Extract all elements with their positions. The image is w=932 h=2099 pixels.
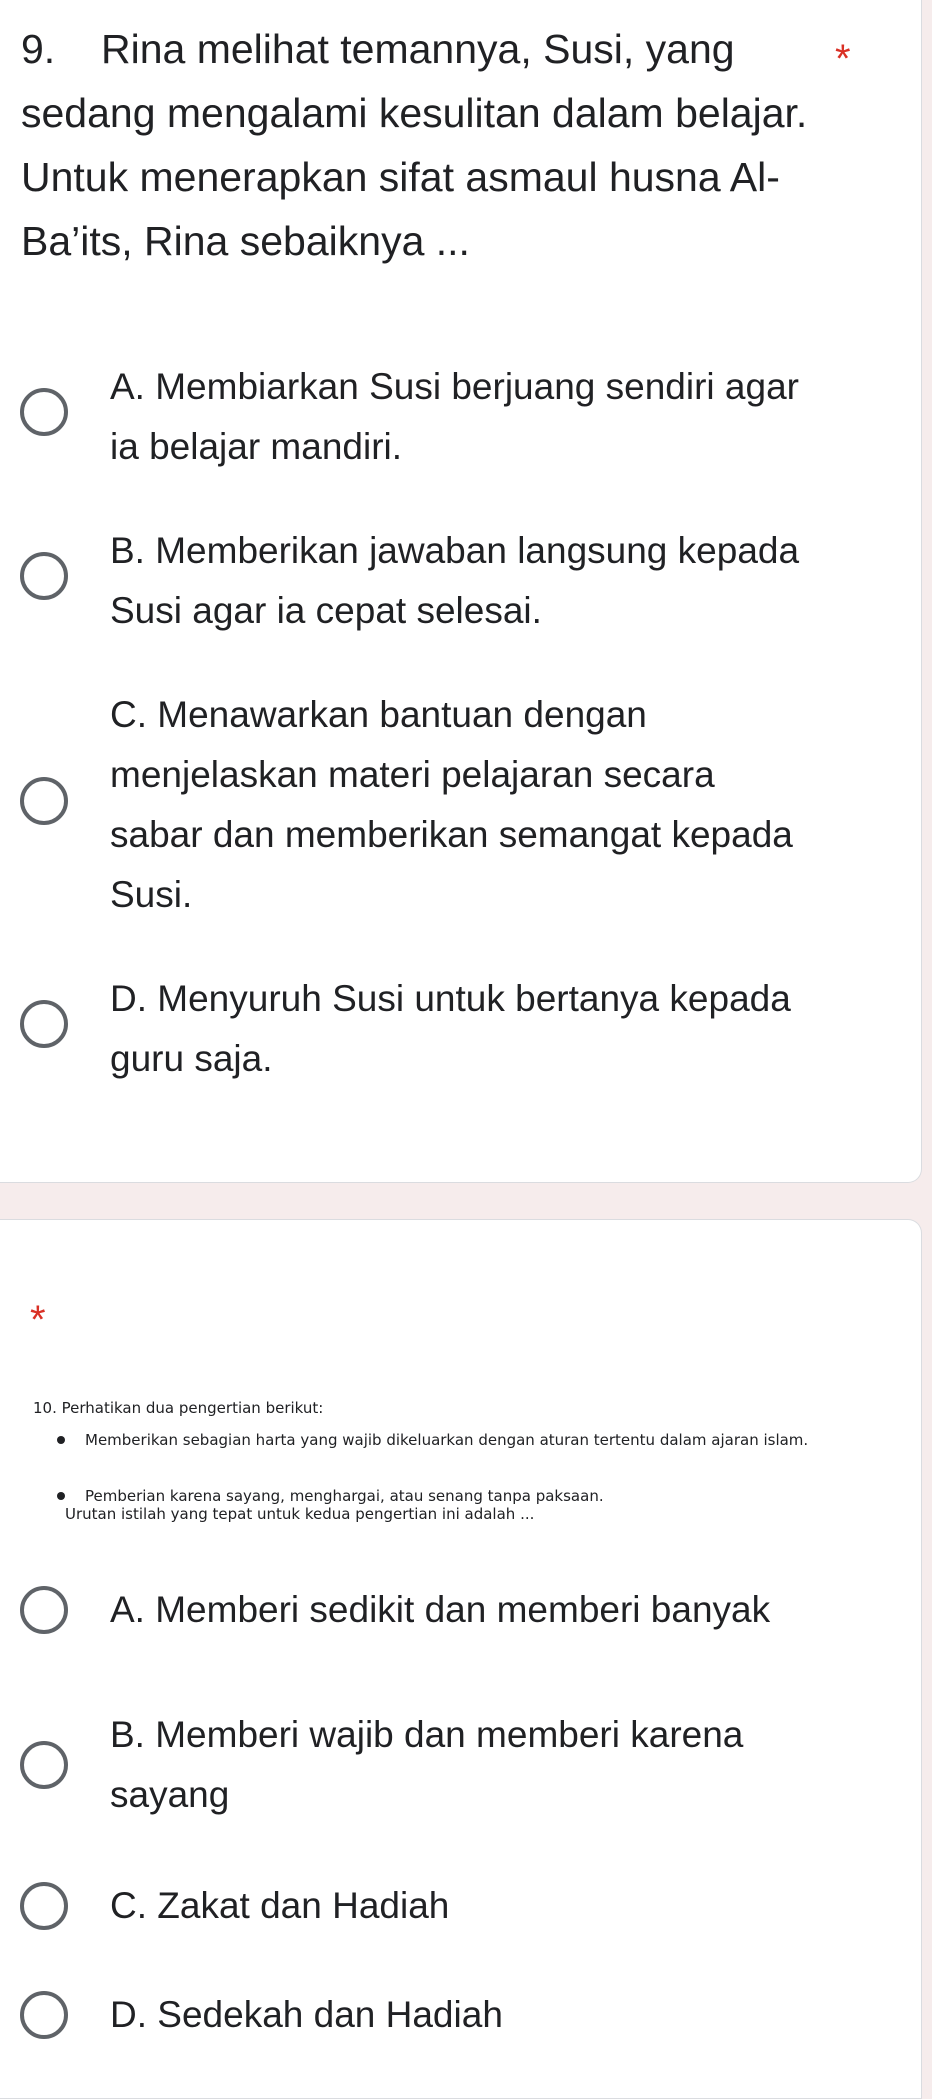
question-9-title — [21, 17, 841, 273]
radio-button[interactable] — [20, 1000, 68, 1048]
radio-button[interactable] — [20, 1741, 68, 1789]
option-label: C. Menawarkan bantuan dengan menjelaskan materi pelajaran secara sabar dan memberikan semangat kepada Susi. — [110, 694, 793, 915]
question-10-required-mark: * — [30, 1298, 46, 1342]
question-9-option-d[interactable] — [0, 969, 900, 1079]
list-item: Pemberian karena sayang, menghargai, atau senang tanpa paksaan. — [85, 1484, 865, 1508]
question-9-option-b[interactable] — [0, 521, 900, 631]
question-9-number: 9. — [21, 26, 56, 72]
question-10-card — [0, 1219, 922, 2099]
question-9-required-mark: * — [835, 37, 851, 81]
question-9-option-a[interactable] — [0, 357, 900, 467]
question-10-option-b[interactable] — [0, 1705, 900, 1825]
radio-button[interactable] — [20, 552, 68, 600]
list-item: Memberikan sebagian harta yang wajib dikeluarkan dengan aturan tertentu dalam ajaran islam. — [85, 1428, 865, 1484]
question-10-option-a[interactable] — [0, 1580, 900, 1640]
question-10-points — [85, 1428, 865, 1508]
radio-button[interactable] — [20, 1586, 68, 1634]
radio-button[interactable] — [20, 1882, 68, 1930]
question-9-option-c[interactable] — [0, 685, 900, 915]
question-10-heading: 10. Perhatikan dua pengertian berikut: — [33, 1399, 324, 1417]
option-label: B. Memberikan jawaban langsung kepada Susi agar ia cepat selesai. — [110, 530, 800, 631]
option-label: C. Zakat dan Hadiah — [110, 1885, 450, 1926]
question-9-text: Rina melihat temannya, Susi, yang sedang mengalami kesulitan dalam belajar. Untuk menerapkan sifat asmaul husna Al-Ba’its, Rina sebaiknya ... — [21, 26, 808, 264]
option-label: A. Membiarkan Susi berjuang sendiri agar ia belajar mandiri. — [110, 366, 799, 467]
radio-button[interactable] — [20, 388, 68, 436]
option-label: A. Memberi sedikit dan memberi banyak — [110, 1589, 771, 1630]
radio-button[interactable] — [20, 777, 68, 825]
question-10-option-d[interactable] — [0, 1985, 900, 2045]
question-10-closing: Urutan istilah yang tepat untuk kedua pengertian ini adalah ... — [65, 1505, 535, 1523]
radio-button[interactable] — [20, 1991, 68, 2039]
option-label: B. Memberi wajib dan memberi karena sayang — [110, 1714, 744, 1815]
option-label: D. Menyuruh Susi untuk bertanya kepada guru saja. — [110, 978, 791, 1079]
question-10-option-c[interactable] — [0, 1876, 900, 1936]
option-label: D. Sedekah dan Hadiah — [110, 1994, 503, 2035]
